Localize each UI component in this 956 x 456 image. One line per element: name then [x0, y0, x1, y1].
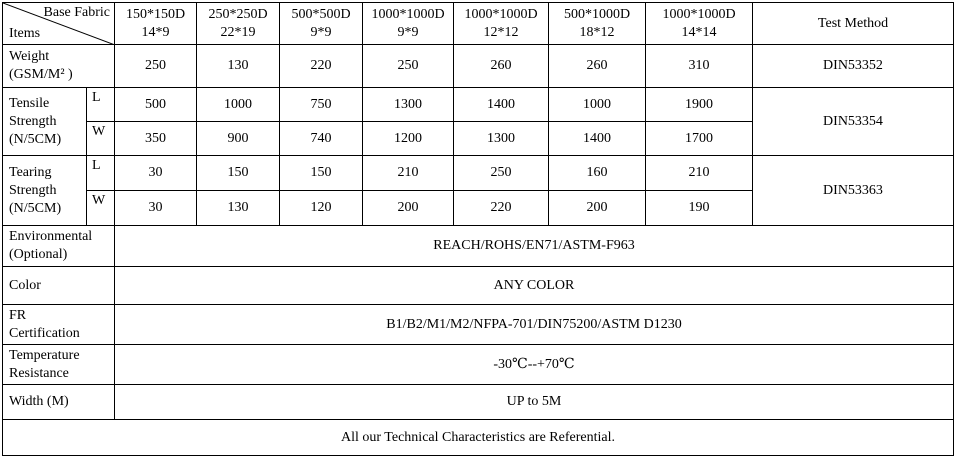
weight-value: 260 — [549, 45, 646, 88]
color-row — [3, 267, 954, 305]
tensile-method: DIN53354 — [753, 88, 954, 156]
tearing-l-value: 150 — [280, 156, 363, 191]
tearing-l-value: 150 — [197, 156, 280, 191]
weight-value: 220 — [280, 45, 363, 88]
tensile-w-value: 1700 — [646, 122, 753, 156]
tensile-l-value: 1000 — [197, 88, 280, 122]
width-value: UP to 5M — [115, 385, 954, 420]
tearing-l-label: L — [87, 156, 115, 191]
tensile-l-value: 1900 — [646, 88, 753, 122]
tearing-l-value: 160 — [549, 156, 646, 191]
column-header: 500*1000D 18*12 — [549, 3, 646, 45]
temperature-value: -30℃--+70℃ — [115, 345, 954, 385]
tearing-l-value: 30 — [115, 156, 197, 191]
color-value: ANY COLOR — [115, 267, 954, 305]
fabric-spec-table — [2, 2, 954, 456]
tensile-l-value: 1400 — [454, 88, 549, 122]
tearing-row-l — [3, 156, 954, 191]
width-row — [3, 385, 954, 420]
column-header: 500*500D 9*9 — [280, 3, 363, 45]
tearing-w-label: W — [87, 191, 115, 226]
tensile-row-l — [3, 88, 954, 122]
tensile-l-value: 1300 — [363, 88, 454, 122]
tensile-l-value: 500 — [115, 88, 197, 122]
tearing-w-value: 120 — [280, 191, 363, 226]
column-header: 1000*1000D 14*14 — [646, 3, 753, 45]
weight-row — [3, 45, 954, 88]
tearing-l-value: 210 — [646, 156, 753, 191]
fr-label: FR Certification — [3, 305, 115, 345]
tearing-w-value: 130 — [197, 191, 280, 226]
tensile-label: Tensile Strength (N/5CM) — [3, 88, 87, 156]
weight-value: 250 — [115, 45, 197, 88]
environmental-row — [3, 226, 954, 267]
weight-method: DIN53352 — [753, 45, 954, 88]
test-method-header: Test Method — [753, 3, 954, 45]
column-header: 250*250D 22*19 — [197, 3, 280, 45]
weight-value: 260 — [454, 45, 549, 88]
footer-note: All our Technical Characteristics are Referential. — [3, 420, 954, 456]
tensile-w-value: 900 — [197, 122, 280, 156]
tensile-w-label: W — [87, 122, 115, 156]
fr-row — [3, 305, 954, 345]
tensile-l-value: 1000 — [549, 88, 646, 122]
tearing-l-value: 250 — [454, 156, 549, 191]
temperature-row — [3, 345, 954, 385]
tensile-w-value: 1200 — [363, 122, 454, 156]
tearing-l-value: 210 — [363, 156, 454, 191]
tensile-w-value: 1300 — [454, 122, 549, 156]
tensile-l-label: L — [87, 88, 115, 122]
tensile-w-value: 1400 — [549, 122, 646, 156]
column-header: 150*150D 14*9 — [115, 3, 197, 45]
tearing-w-value: 190 — [646, 191, 753, 226]
width-label: Width (M) — [3, 385, 115, 420]
items-label: Items — [9, 26, 41, 41]
tensile-w-value: 740 — [280, 122, 363, 156]
weight-value: 130 — [197, 45, 280, 88]
tensile-l-value: 750 — [280, 88, 363, 122]
weight-label: Weight (GSM/M² ) — [3, 45, 115, 88]
weight-value: 310 — [646, 45, 753, 88]
tearing-label: Tearing Strength (N/5CM) — [3, 156, 87, 226]
tensile-w-value: 350 — [115, 122, 197, 156]
environmental-value: REACH/ROHS/EN71/ASTM-F963 — [115, 226, 954, 267]
tearing-method: DIN53363 — [753, 156, 954, 226]
column-header: 1000*1000D 9*9 — [363, 3, 454, 45]
column-header: 1000*1000D 12*12 — [454, 3, 549, 45]
base-fabric-label: Base Fabric — [43, 5, 110, 20]
weight-value: 250 — [363, 45, 454, 88]
tearing-w-value: 200 — [549, 191, 646, 226]
temperature-label: Temperature Resistance — [3, 345, 115, 385]
header-corner-cell — [3, 3, 115, 45]
tearing-w-value: 30 — [115, 191, 197, 226]
header-row — [3, 3, 954, 45]
tearing-w-value: 220 — [454, 191, 549, 226]
fr-value: B1/B2/M1/M2/NFPA-701/DIN75200/ASTM D1230 — [115, 305, 954, 345]
environmental-label: Environmental (Optional) — [3, 226, 115, 267]
color-label: Color — [3, 267, 115, 305]
tearing-w-value: 200 — [363, 191, 454, 226]
footer-row — [3, 420, 954, 456]
